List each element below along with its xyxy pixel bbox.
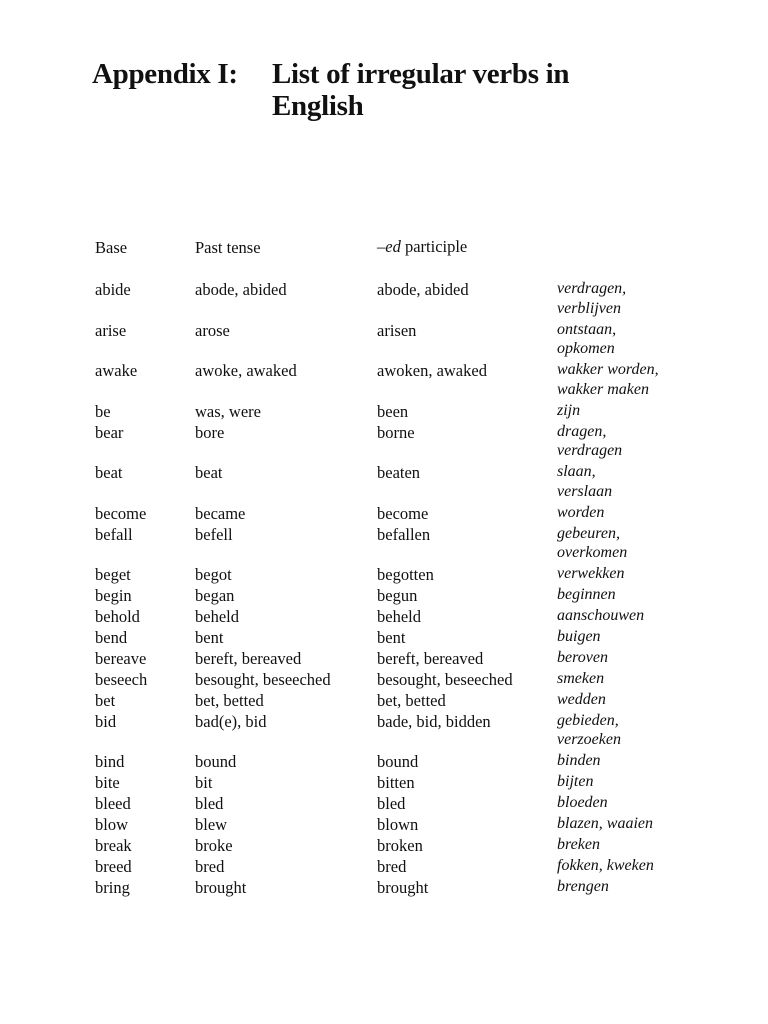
verb-base: bend xyxy=(95,628,128,648)
verb-past-tense: bereft, bereaved xyxy=(195,649,302,668)
verb-base: beget xyxy=(95,565,131,585)
verb-translation: brengen xyxy=(557,877,609,895)
verb-past-tense: bore xyxy=(195,422,225,442)
verb-base: become xyxy=(95,503,147,523)
verb-base: blow xyxy=(95,815,128,834)
verb-past-tense: broke xyxy=(195,835,233,855)
verb-translation: binden xyxy=(557,752,601,770)
verb-participle: abode, abided xyxy=(377,280,469,299)
verb-participle: besought, beseeched xyxy=(377,669,513,689)
verb-translation: verslaan xyxy=(557,482,613,500)
verb-participle: awoken, awaked xyxy=(377,361,487,381)
verb-translation: wedden xyxy=(557,690,606,708)
verb-base: begin xyxy=(95,586,132,606)
verb-translation: opkomen xyxy=(557,340,615,358)
verb-past-tense: beat xyxy=(195,463,223,483)
verb-past-tense: abode, abided xyxy=(195,280,287,299)
table-row xyxy=(0,565,768,585)
table-row xyxy=(0,773,768,793)
verb-participle: bred xyxy=(377,856,407,876)
table-row xyxy=(0,670,768,690)
verb-participle: blown xyxy=(377,815,419,834)
verb-participle: bled xyxy=(377,794,406,814)
verb-past-tense: bred xyxy=(195,856,225,876)
verb-past-tense: bled xyxy=(195,794,224,814)
verb-translation: breken xyxy=(557,835,600,853)
table-row xyxy=(0,628,768,648)
verb-base: beat xyxy=(95,463,123,483)
verb-participle: begun xyxy=(377,586,418,606)
title-prefix: Appendix I: xyxy=(92,58,238,90)
verb-translation: bloeden xyxy=(557,794,608,812)
table-row xyxy=(0,752,768,772)
column-header-past: Past tense xyxy=(195,238,261,257)
verb-translation: wakker worden, xyxy=(557,361,659,379)
verb-translation: gebeuren, xyxy=(557,524,620,542)
verb-translation: overkomen xyxy=(557,544,628,562)
verb-translation: verdragen, xyxy=(557,280,627,297)
verb-translation: zijn xyxy=(557,401,581,419)
verb-translation: blazen, waaien xyxy=(557,815,653,832)
verb-base: bet xyxy=(95,690,116,710)
verb-base: breed xyxy=(95,856,132,876)
verb-translation: ontstaan, xyxy=(557,320,617,338)
verb-past-tense: bit xyxy=(195,773,213,793)
verb-participle: been xyxy=(377,401,409,421)
verb-translation: dragen, xyxy=(557,422,607,440)
table-row xyxy=(0,504,768,524)
table-row xyxy=(0,402,768,422)
verb-participle: broken xyxy=(377,835,423,855)
verb-participle: bet, betted xyxy=(377,690,446,710)
verb-base: beseech xyxy=(95,669,148,689)
verb-base: be xyxy=(95,401,111,421)
table-row xyxy=(0,794,768,814)
verb-participle: bound xyxy=(377,752,419,772)
verb-translation: beroven xyxy=(557,649,608,666)
verb-participle: brought xyxy=(377,877,429,897)
title-line-2: English xyxy=(272,90,364,122)
verb-past-tense: bound xyxy=(195,752,237,772)
verb-base: awake xyxy=(95,361,138,381)
verb-translation: worden xyxy=(557,503,605,521)
participle-label: participle xyxy=(400,237,468,256)
verb-past-tense: became xyxy=(195,503,246,523)
verb-base: bind xyxy=(95,752,125,772)
table-row xyxy=(0,361,768,400)
verb-participle: beaten xyxy=(377,463,421,483)
title-line-1: List of irregular verbs in xyxy=(272,58,570,90)
verb-translation: wakker maken xyxy=(557,380,649,398)
verb-participle: bitten xyxy=(377,773,415,793)
table-row xyxy=(0,815,768,835)
table-row xyxy=(0,712,768,751)
table-row xyxy=(0,836,768,856)
verb-participle: become xyxy=(377,503,429,523)
verb-past-tense: beheld xyxy=(195,607,239,627)
verb-past-tense: brought xyxy=(195,877,247,897)
verb-past-tense: bent xyxy=(195,628,224,648)
verb-participle: arisen xyxy=(377,320,417,340)
table-row xyxy=(0,423,768,462)
table-row xyxy=(0,857,768,877)
verb-participle: borne xyxy=(377,422,415,442)
verb-past-tense: bet, betted xyxy=(195,690,264,710)
verb-translation: bijten xyxy=(557,773,594,791)
table-row xyxy=(0,607,768,627)
table-row xyxy=(0,525,768,564)
verb-translation: verzoeken xyxy=(557,731,621,749)
verb-translation: verdragen xyxy=(557,442,623,460)
verb-translation: verwekken xyxy=(557,565,625,583)
column-header-base: Base xyxy=(95,238,128,257)
verb-translation: aanschouwen xyxy=(557,607,645,625)
participle-prefix: –ed xyxy=(377,237,401,256)
verb-participle: bent xyxy=(377,628,406,648)
verb-translation: verblijven xyxy=(557,299,621,317)
verb-participle: bereft, bereaved xyxy=(377,649,484,668)
verb-base: befall xyxy=(95,524,133,544)
verb-base: break xyxy=(95,835,132,855)
verb-base: bite xyxy=(95,773,120,793)
verb-translation: smeken xyxy=(557,669,605,687)
verb-base: bid xyxy=(95,711,117,731)
verb-translation: beginnen xyxy=(557,586,616,604)
table-row xyxy=(0,691,768,711)
table-row xyxy=(0,649,768,669)
verb-participle: befallen xyxy=(377,524,431,544)
verb-past-tense: arose xyxy=(195,320,230,340)
verb-base: abide xyxy=(95,280,131,299)
verb-translation: fokken, kweken xyxy=(557,856,654,874)
table-row xyxy=(0,280,768,319)
verb-base: arise xyxy=(95,320,127,340)
verb-past-tense: begot xyxy=(195,565,232,585)
verb-participle: begotten xyxy=(377,565,434,585)
verb-base: bear xyxy=(95,422,124,442)
verb-past-tense: awoke, awaked xyxy=(195,361,297,381)
table-row xyxy=(0,878,768,898)
verb-past-tense: befell xyxy=(195,524,233,544)
table-row xyxy=(0,586,768,606)
verb-past-tense: blew xyxy=(195,815,228,834)
verb-base: bleed xyxy=(95,794,131,814)
verb-translation: slaan, xyxy=(557,463,596,481)
table-row xyxy=(0,463,768,502)
verb-base: bereave xyxy=(95,649,147,668)
table-row xyxy=(0,321,768,360)
verb-participle: bade, bid, bidden xyxy=(377,711,491,731)
verb-past-tense: bad(e), bid xyxy=(195,711,267,731)
verb-translation: gebieden, xyxy=(557,711,619,729)
verb-participle: beheld xyxy=(377,607,421,627)
verb-base: behold xyxy=(95,607,140,627)
verb-past-tense: besought, beseeched xyxy=(195,669,331,689)
verb-past-tense: was, were xyxy=(195,401,261,421)
verb-base: bring xyxy=(95,877,130,897)
verb-translation: buigen xyxy=(557,628,601,646)
verb-past-tense: began xyxy=(195,586,235,606)
